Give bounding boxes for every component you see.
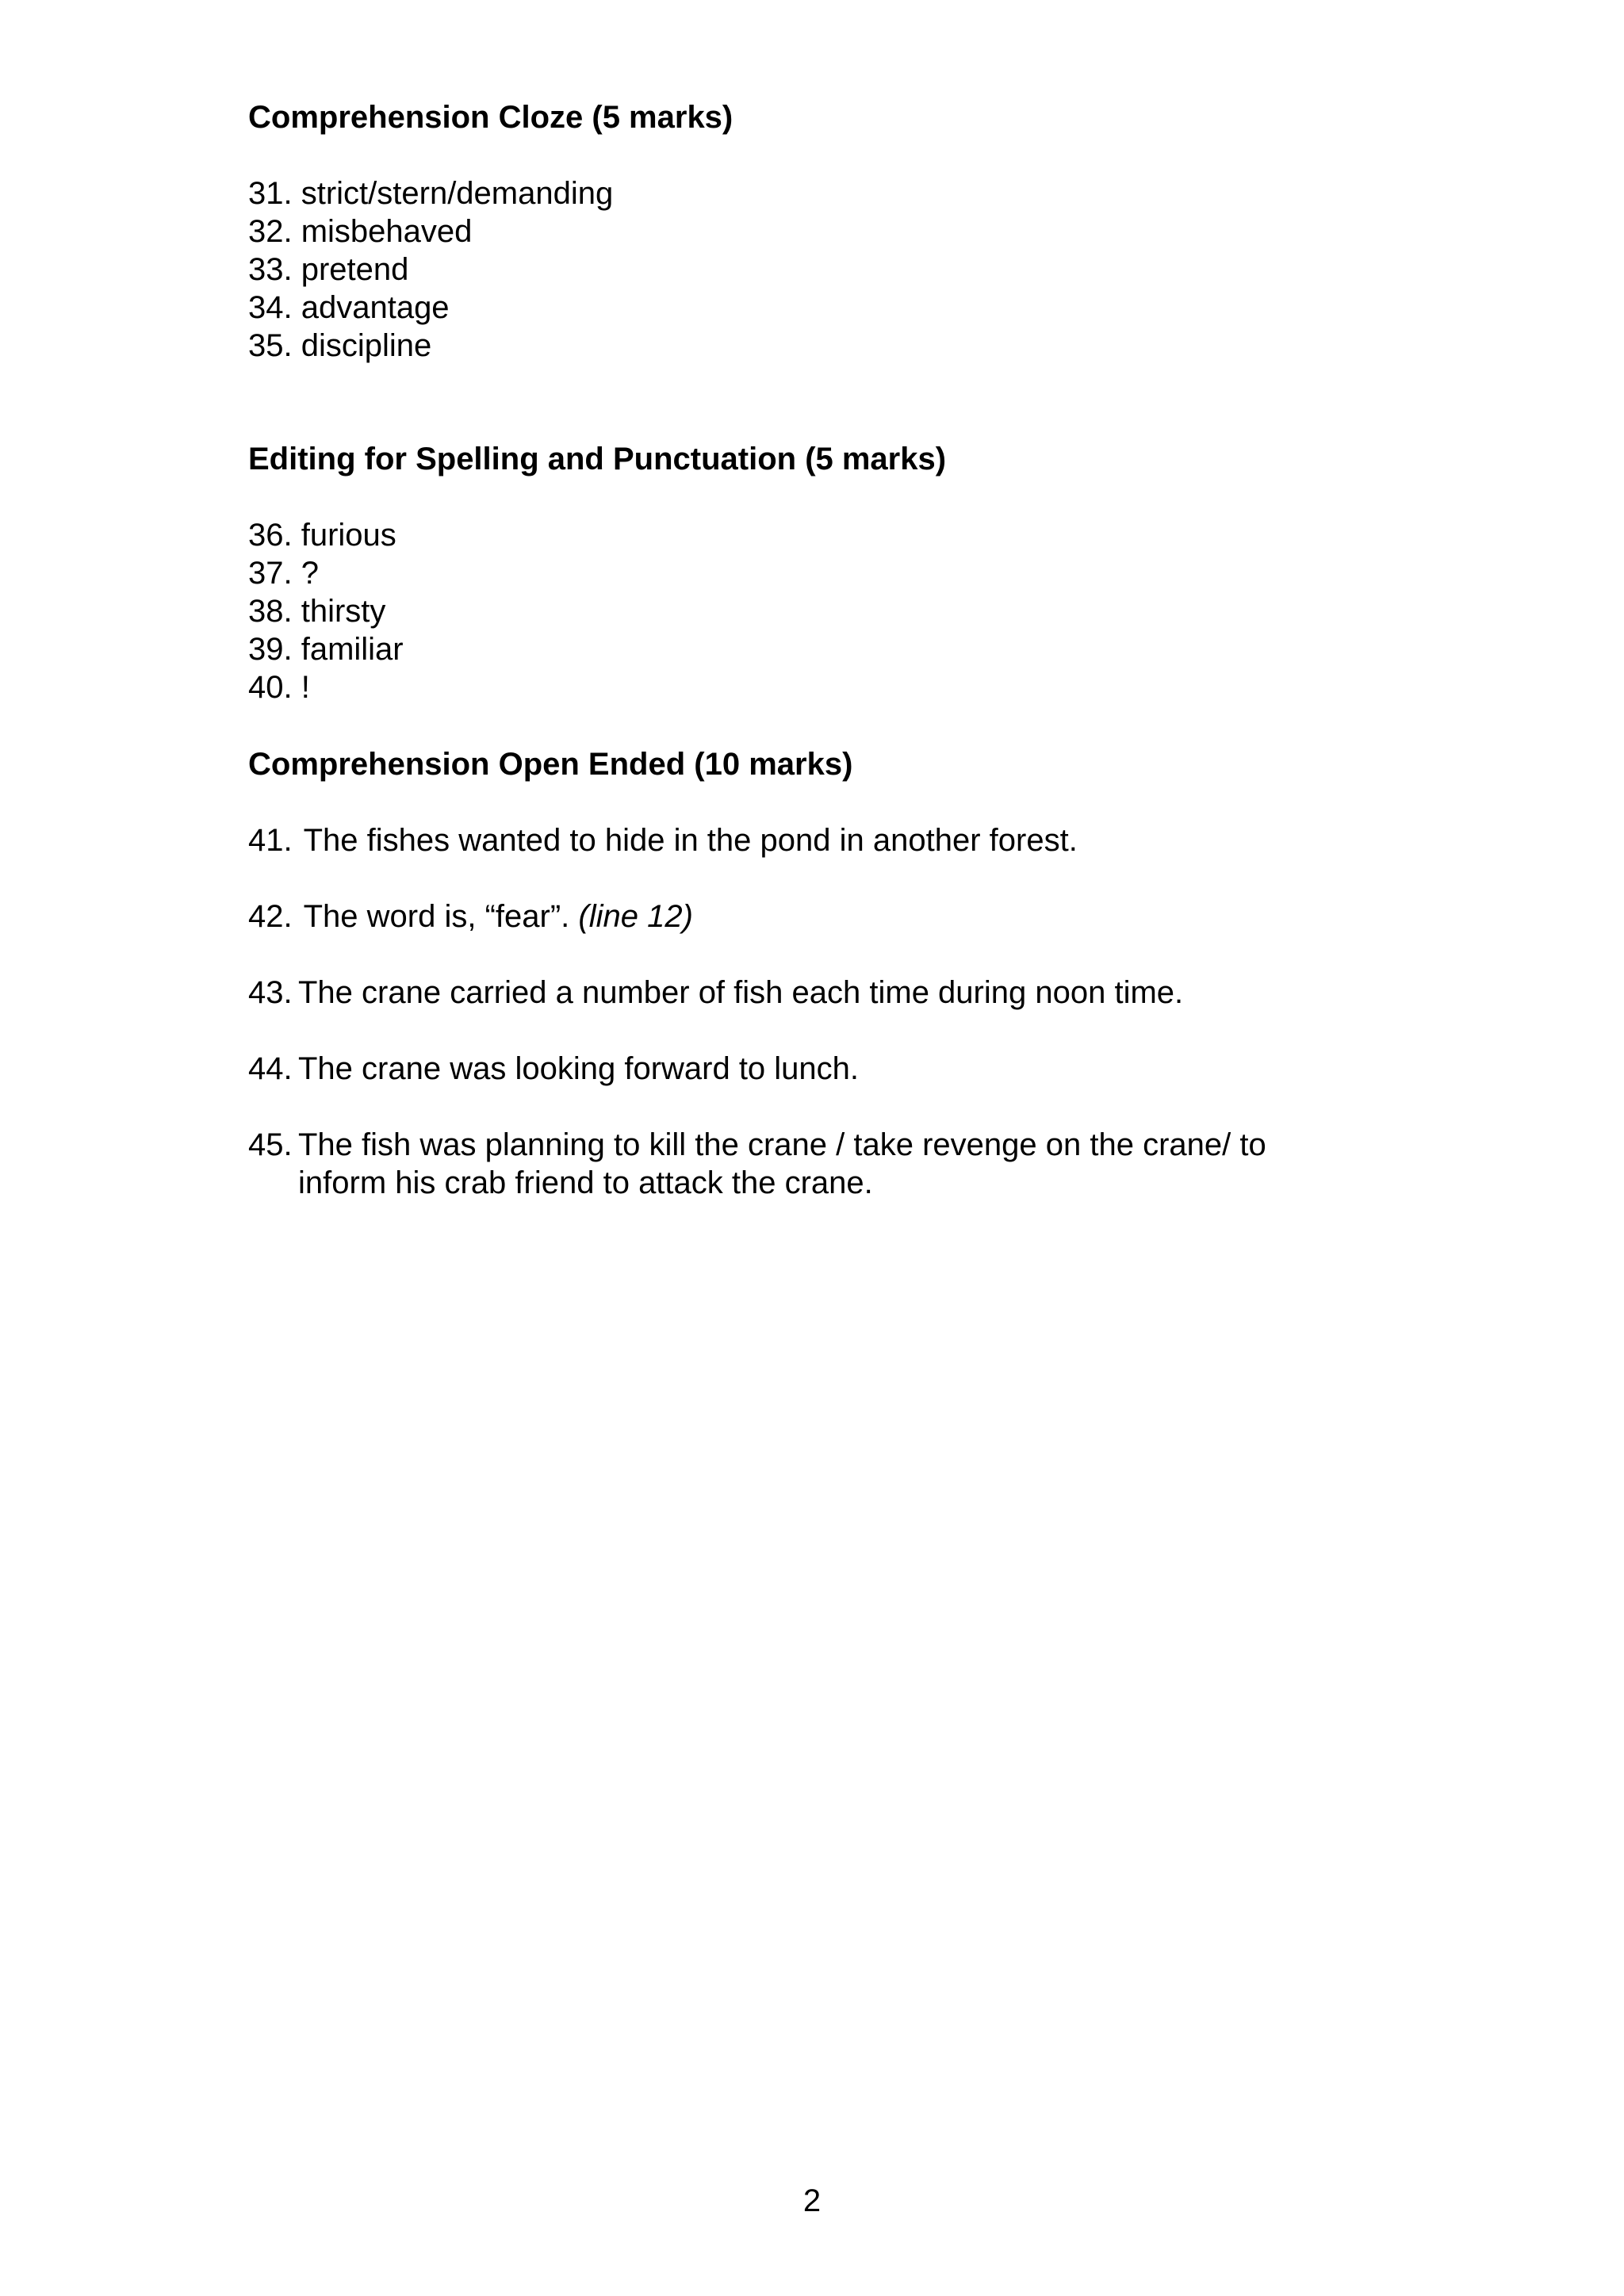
list-item: 35. discipline — [248, 328, 432, 363]
list-item: 36. furious — [248, 518, 396, 553]
section-heading-open-ended: Comprehension Open Ended (10 marks) — [248, 747, 853, 782]
answer-text: The fish was planning to kill the crane / take revenge on the crane/ to inform his crab friend to attack the crane. — [298, 1127, 1266, 1200]
section-heading-comprehension-cloze: Comprehension Cloze (5 marks) — [248, 100, 733, 135]
list-item: 31. strict/stern/demanding — [248, 176, 614, 211]
answer-number: 42. — [248, 899, 293, 934]
cloze-answer-list — [248, 174, 613, 365]
open-ended-answer-44 — [248, 1050, 1438, 1088]
list-item: 34. advantage — [248, 290, 450, 325]
list-item: 37. ? — [248, 556, 319, 591]
answer-number: 43. — [248, 975, 293, 1010]
answer-text: The crane was looking forward to lunch. — [298, 1051, 860, 1086]
list-item: 38. thirsty — [248, 594, 386, 629]
answer-text: The word is, “fear”. — [303, 899, 570, 934]
open-ended-answer-43 — [248, 974, 1438, 1012]
section-heading-editing: Editing for Spelling and Punctuation (5 marks) — [248, 442, 947, 476]
list-item: 40. ! — [248, 670, 310, 705]
answer-number: 41. — [248, 823, 293, 858]
editing-answer-list — [248, 516, 404, 706]
open-ended-answer-42 — [248, 897, 1438, 936]
answer-number: 44. — [248, 1051, 293, 1086]
answer-number: 45. — [248, 1127, 293, 1162]
line-reference: (line 12) — [578, 899, 693, 934]
answer-text: The crane carried a number of fish each time during noon time. — [298, 975, 1184, 1010]
answer-text-wrapper — [304, 897, 1438, 936]
list-item: 33. pretend — [248, 252, 409, 287]
list-item: 32. misbehaved — [248, 214, 473, 249]
page-number: 2 — [802, 2183, 822, 2218]
open-ended-answer-41 — [248, 821, 1438, 859]
answer-text: The fishes wanted to hide in the pond in another forest. — [303, 823, 1078, 858]
list-item: 39. familiar — [248, 632, 404, 667]
open-ended-answer-45 — [248, 1126, 1311, 1202]
